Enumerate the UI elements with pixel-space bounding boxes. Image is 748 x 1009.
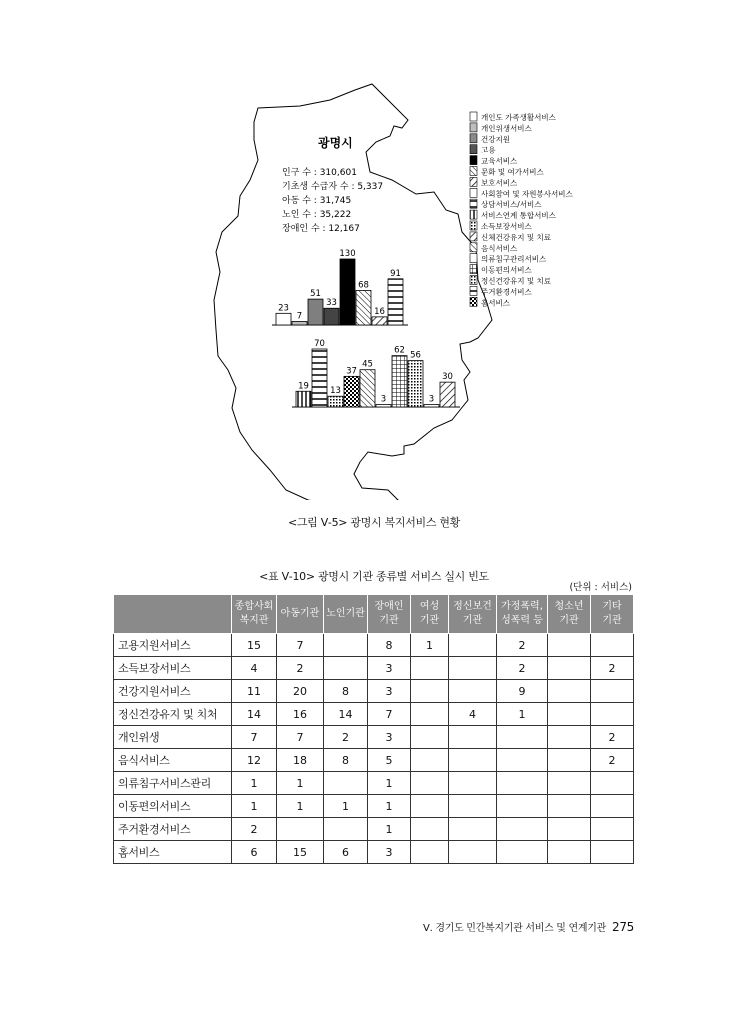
header-cell: 노인기관 xyxy=(324,595,368,634)
legend-label: 문화 및 여가서비스 xyxy=(481,167,544,177)
value-cell xyxy=(411,841,449,864)
value-cell xyxy=(548,726,591,749)
value-cell xyxy=(411,726,449,749)
value-cell xyxy=(591,772,634,795)
value-cell xyxy=(548,795,591,818)
chart-data-label: 56 xyxy=(410,350,421,361)
map-stat-disabled: 장애인 수 : 12,167 xyxy=(282,224,360,234)
value-cell xyxy=(449,841,497,864)
chart-data-label: 30 xyxy=(442,372,453,383)
row-label-cell: 의류침구서비스관리 xyxy=(114,772,232,795)
legend-swatch xyxy=(470,123,477,132)
legend-label: 음식서비스 xyxy=(481,243,518,253)
value-cell: 7 xyxy=(277,634,324,657)
value-cell: 11 xyxy=(232,680,277,703)
legend-swatch xyxy=(470,286,477,295)
value-cell xyxy=(548,657,591,680)
value-cell: 5 xyxy=(368,749,411,772)
value-cell xyxy=(497,726,548,749)
legend-swatch xyxy=(470,199,477,208)
chart-data-label: 19 xyxy=(298,381,309,392)
service-bar-chart-2 xyxy=(292,339,460,407)
chart-bar xyxy=(424,405,439,407)
value-cell xyxy=(591,818,634,841)
value-cell: 1 xyxy=(277,772,324,795)
chart-bar xyxy=(328,396,343,407)
chart-data-label: 130 xyxy=(339,249,356,259)
chart-bar xyxy=(360,370,375,407)
row-label-cell: 홈서비스 xyxy=(114,841,232,864)
legend-label: 개인위생서비스 xyxy=(481,123,532,133)
value-cell xyxy=(449,634,497,657)
value-cell xyxy=(548,703,591,726)
value-cell: 2 xyxy=(232,818,277,841)
figure-caption: <그림 Ⅴ-5> 광명시 복지서비스 현황 xyxy=(287,516,461,529)
legend-label: 보호서비스 xyxy=(481,178,518,188)
chart-bar xyxy=(312,349,327,407)
value-cell xyxy=(277,818,324,841)
header-cell: 장애인 기관 xyxy=(368,595,411,634)
value-cell xyxy=(324,634,368,657)
value-cell: 7 xyxy=(277,726,324,749)
map-stat-children: 아동 수 : 31,745 xyxy=(282,196,352,206)
row-label-cell: 주거환경서비스 xyxy=(114,818,232,841)
chart-bar xyxy=(372,317,387,325)
header-cell: 아동기관 xyxy=(277,595,324,634)
row-label-cell: 음식서비스 xyxy=(114,749,232,772)
value-cell xyxy=(411,703,449,726)
legend-swatch xyxy=(470,177,477,186)
value-cell: 2 xyxy=(591,726,634,749)
chart-bar xyxy=(276,313,291,325)
chart-bar xyxy=(292,321,307,325)
row-label-cell: 소득보장서비스 xyxy=(114,657,232,680)
chart-bar xyxy=(376,405,391,407)
value-cell xyxy=(548,680,591,703)
value-cell: 1 xyxy=(232,772,277,795)
value-cell xyxy=(497,795,548,818)
value-cell: 14 xyxy=(324,703,368,726)
row-label-cell: 이동편의서비스 xyxy=(114,795,232,818)
legend-label: 이동편의서비스 xyxy=(481,265,532,275)
chart-data-label: 37 xyxy=(346,366,357,377)
chart-data-label: 7 xyxy=(296,311,303,322)
header-cell: 청소년 기관 xyxy=(548,595,591,634)
legend-label: 서비스연계 통합서비스 xyxy=(481,211,556,221)
legend-label: 소득보장서비스 xyxy=(481,222,532,231)
legend-label: 개인도 가족생활서비스 xyxy=(481,113,556,122)
value-cell: 7 xyxy=(368,703,411,726)
value-cell xyxy=(411,772,449,795)
table-row xyxy=(114,680,634,703)
header-cell: 가정폭력, 성폭력 등 xyxy=(497,595,548,634)
value-cell: 6 xyxy=(324,841,368,864)
value-cell xyxy=(449,772,497,795)
chart-bar xyxy=(296,391,311,407)
service-legend xyxy=(470,112,573,307)
chart-bar xyxy=(408,361,423,407)
table-row xyxy=(114,657,634,680)
value-cell: 1 xyxy=(368,795,411,818)
chart-bar xyxy=(392,356,407,407)
value-cell: 1 xyxy=(277,795,324,818)
value-cell: 8 xyxy=(324,749,368,772)
value-cell xyxy=(449,657,497,680)
chart-bar xyxy=(324,308,339,325)
header-cell: 여성 기관 xyxy=(411,595,449,634)
service-frequency-table xyxy=(113,594,634,864)
chart-data-label: 45 xyxy=(362,359,373,370)
value-cell: 2 xyxy=(497,657,548,680)
value-cell xyxy=(548,818,591,841)
value-cell xyxy=(497,818,548,841)
chart-bar xyxy=(388,279,403,325)
value-cell: 3 xyxy=(368,657,411,680)
value-cell: 1 xyxy=(411,634,449,657)
table-caption: <표 Ⅴ-10> 광명시 기관 종류별 서비스 실시 빈도 xyxy=(259,570,489,583)
chart-bar xyxy=(356,290,371,325)
legend-label: 교육서비스 xyxy=(481,156,518,166)
chart-data-label: 68 xyxy=(358,280,369,291)
value-cell xyxy=(497,841,548,864)
value-cell xyxy=(548,749,591,772)
table-row xyxy=(114,703,634,726)
value-cell: 3 xyxy=(368,680,411,703)
legend-swatch xyxy=(470,297,477,306)
value-cell: 15 xyxy=(277,841,324,864)
map-stat-elderly: 노인 수 : 35,222 xyxy=(282,210,352,220)
legend-label: 사회참여 및 자원봉사서비스 xyxy=(481,189,573,199)
legend-swatch xyxy=(470,243,477,252)
value-cell: 18 xyxy=(277,749,324,772)
value-cell xyxy=(591,634,634,657)
value-cell xyxy=(449,726,497,749)
value-cell xyxy=(591,795,634,818)
value-cell: 8 xyxy=(368,634,411,657)
value-cell xyxy=(324,657,368,680)
chart-data-label: 62 xyxy=(394,345,405,356)
table-row xyxy=(114,841,634,864)
value-cell: 4 xyxy=(449,703,497,726)
table-row xyxy=(114,772,634,795)
value-cell xyxy=(548,634,591,657)
value-cell: 16 xyxy=(277,703,324,726)
value-cell: 2 xyxy=(591,657,634,680)
footer-chapter-title: Ⅴ. 경기도 민간복지기관 서비스 및 연계기관 xyxy=(423,923,606,934)
value-cell xyxy=(411,818,449,841)
page-number: 275 xyxy=(611,920,634,934)
legend-label: 고용 xyxy=(481,145,496,155)
legend-label: 정신건강유지 및 치료 xyxy=(481,276,551,286)
welfare-service-map-figure xyxy=(0,0,748,500)
header-cell: 종합사회 복지관 xyxy=(232,595,277,634)
value-cell: 2 xyxy=(277,657,324,680)
chart-data-label: 3 xyxy=(428,394,435,405)
value-cell xyxy=(411,749,449,772)
value-cell xyxy=(449,818,497,841)
value-cell xyxy=(548,772,591,795)
value-cell: 7 xyxy=(232,726,277,749)
value-cell xyxy=(548,841,591,864)
value-cell: 1 xyxy=(324,795,368,818)
value-cell xyxy=(449,749,497,772)
service-bar-chart-1 xyxy=(272,249,408,325)
legend-swatch xyxy=(470,188,477,197)
value-cell xyxy=(591,841,634,864)
table-unit-note: (단위 : 서비스) xyxy=(569,582,632,593)
legend-swatch xyxy=(470,221,477,230)
value-cell xyxy=(591,703,634,726)
row-label-cell: 정신건강유지 및 치처 xyxy=(114,703,232,726)
row-label-cell: 개인위생 xyxy=(114,726,232,749)
page-footer xyxy=(423,919,634,934)
chart-bar xyxy=(340,259,355,325)
value-cell: 15 xyxy=(232,634,277,657)
value-cell xyxy=(411,795,449,818)
chart-bar xyxy=(308,299,323,325)
chart-data-label: 16 xyxy=(374,306,385,317)
value-cell xyxy=(449,795,497,818)
legend-label: 주거환경서비스 xyxy=(481,287,532,297)
value-cell xyxy=(591,680,634,703)
value-cell: 4 xyxy=(232,657,277,680)
legend-label: 상담서비스/서비스 xyxy=(481,200,542,210)
legend-swatch xyxy=(470,167,477,176)
row-label-cell: 고용지원서비스 xyxy=(114,634,232,657)
value-cell xyxy=(411,680,449,703)
table-row xyxy=(114,795,634,818)
map-stat-recipients: 기초생 수급자 수 : 5,337 xyxy=(282,182,384,192)
value-cell: 3 xyxy=(368,841,411,864)
value-cell: 14 xyxy=(232,703,277,726)
value-cell: 8 xyxy=(324,680,368,703)
legend-label: 의류침구관리서비스 xyxy=(481,254,547,264)
legend-swatch xyxy=(470,232,477,241)
legend-label: 신체건강유지 및 치료 xyxy=(481,232,551,242)
legend-swatch xyxy=(470,145,477,154)
header-cell xyxy=(114,595,232,634)
value-cell: 9 xyxy=(497,680,548,703)
value-cell: 1 xyxy=(368,818,411,841)
table-header-row xyxy=(114,595,634,634)
legend-swatch xyxy=(470,156,477,165)
header-cell: 정신보건 기관 xyxy=(449,595,497,634)
map-stat-population: 인구 수 : 310,601 xyxy=(282,168,357,178)
value-cell xyxy=(411,657,449,680)
legend-label: 홈서비스 xyxy=(481,298,510,308)
table-row xyxy=(114,749,634,772)
chart-data-label: 3 xyxy=(380,394,387,405)
chart-data-label: 51 xyxy=(310,289,321,300)
value-cell xyxy=(449,680,497,703)
value-cell: 2 xyxy=(324,726,368,749)
legend-swatch xyxy=(470,210,477,219)
table-row xyxy=(114,634,634,657)
value-cell: 20 xyxy=(277,680,324,703)
value-cell xyxy=(497,772,548,795)
legend-swatch xyxy=(470,265,477,274)
value-cell xyxy=(497,749,548,772)
value-cell: 6 xyxy=(232,841,277,864)
legend-swatch xyxy=(470,134,477,143)
chart-data-label: 23 xyxy=(278,303,289,314)
chart-data-label: 33 xyxy=(326,298,337,309)
header-cell: 기타 기관 xyxy=(591,595,634,634)
value-cell: 12 xyxy=(232,749,277,772)
row-label-cell: 건강지원서비스 xyxy=(114,680,232,703)
chart-data-label: 91 xyxy=(390,268,401,279)
value-cell: 2 xyxy=(497,634,548,657)
chart-data-label: 13 xyxy=(330,386,341,397)
value-cell: 1 xyxy=(232,795,277,818)
value-cell: 1 xyxy=(497,703,548,726)
chart-bar xyxy=(440,382,455,407)
legend-label: 건강지원 xyxy=(481,134,510,144)
table-row xyxy=(114,726,634,749)
chart-bar xyxy=(344,376,359,407)
legend-swatch xyxy=(470,276,477,285)
legend-swatch xyxy=(470,254,477,263)
table-row xyxy=(114,818,634,841)
value-cell xyxy=(324,818,368,841)
value-cell xyxy=(324,772,368,795)
value-cell: 3 xyxy=(368,726,411,749)
chart-data-label: 70 xyxy=(314,339,325,349)
map-city-name: 광명시 xyxy=(318,136,353,150)
value-cell: 2 xyxy=(591,749,634,772)
legend-swatch xyxy=(470,112,477,121)
value-cell: 1 xyxy=(368,772,411,795)
